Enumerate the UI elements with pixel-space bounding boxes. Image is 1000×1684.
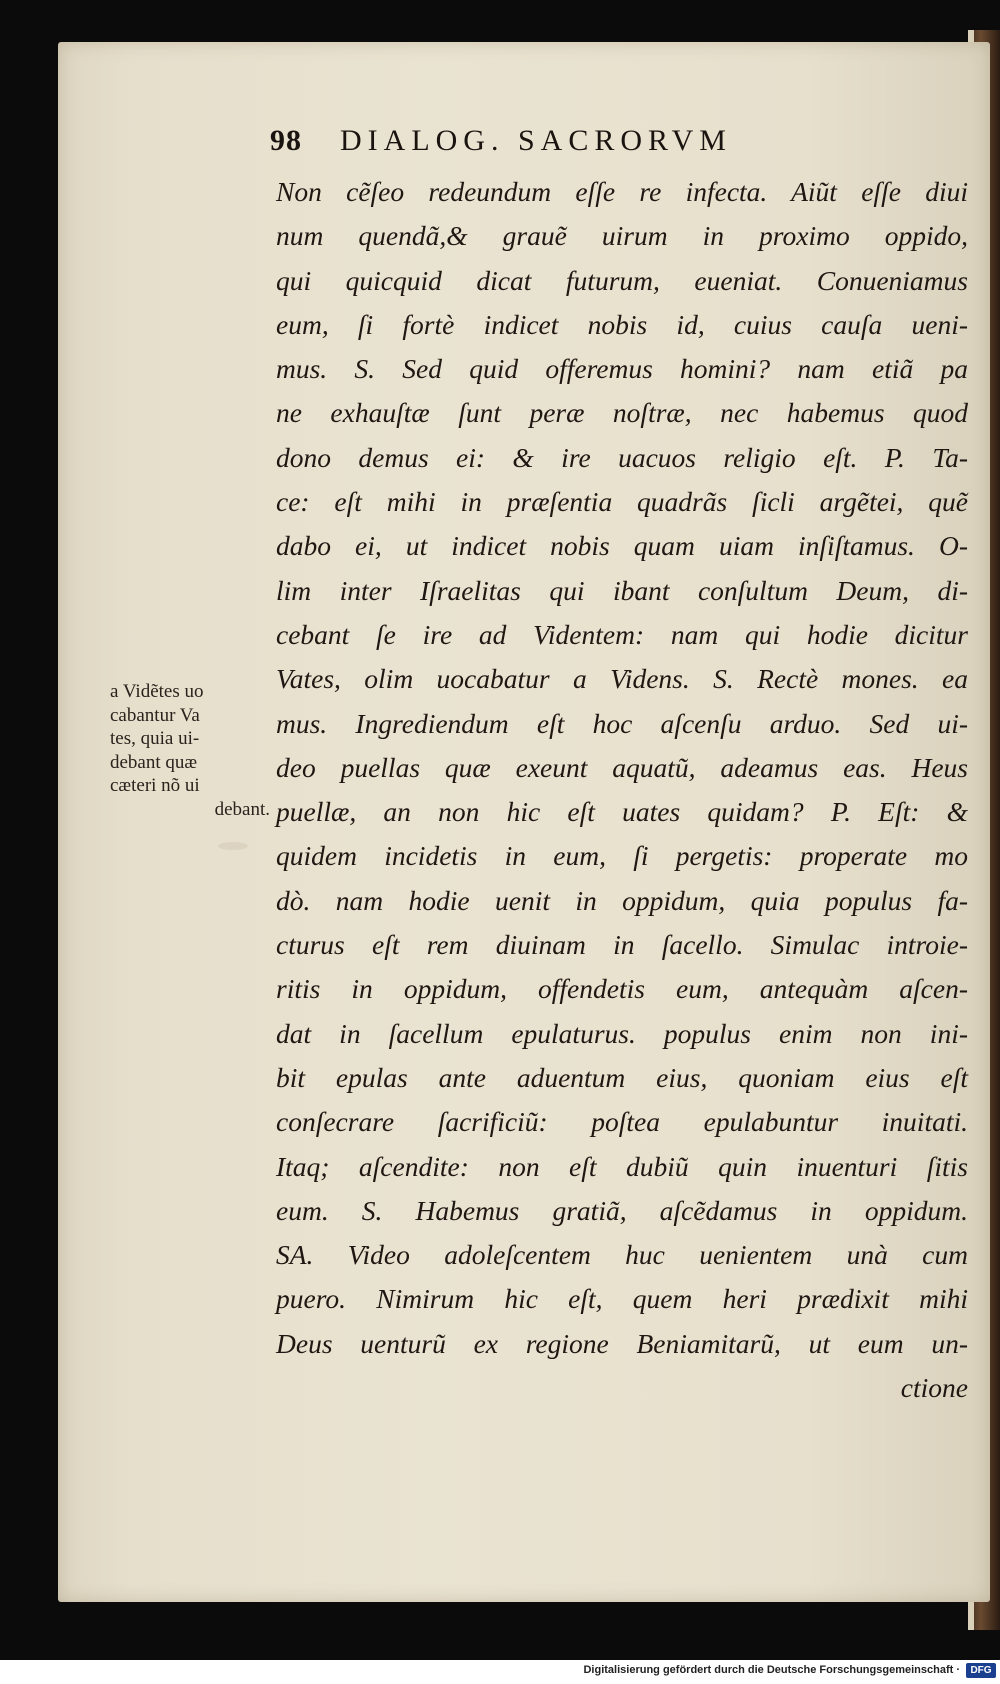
text-line: puellæ, an non hic eſt uates quidam? P. Eſt: & bbox=[276, 796, 968, 828]
paper-stain bbox=[218, 842, 248, 850]
text-line: eum, ſi fortè indicet nobis id, cuius cauſa ueni- bbox=[276, 308, 968, 340]
text-line: Itaq; aſcendite: non eſt dubiũ quin inuenturi ſitis bbox=[276, 1150, 968, 1182]
margin-note-line: tes, quia ui- bbox=[110, 728, 200, 749]
page-number: 98 bbox=[270, 124, 302, 157]
text-line: qui quicquid dicat futurum, eueniat. Conueniamus bbox=[276, 264, 968, 296]
text-line: Deus uenturũ ex regione Beniamitarũ, ut eum un- bbox=[276, 1327, 968, 1359]
text-line: Vates, olim uocabatur a Videns. S. Rectè mones. ea bbox=[276, 663, 968, 695]
margin-note-line: debant. bbox=[214, 798, 270, 820]
body-text bbox=[276, 170, 968, 1410]
dfg-logo: DFG bbox=[966, 1663, 996, 1678]
text-line: quidem incidetis in eum, ſi pergetis: properate mo bbox=[276, 840, 968, 872]
margin-note-line: cæteri nõ ui bbox=[110, 775, 200, 796]
text-line: conſecrare ſacrificiũ: poſtea epulabuntur inuitati. bbox=[276, 1106, 968, 1138]
text-line: bit epulas ante aduentum eius, quoniam eius eſt bbox=[276, 1061, 968, 1093]
page-header bbox=[270, 124, 970, 170]
text-line: num quendã,& grauẽ uirum in proximo oppido, bbox=[276, 220, 968, 252]
text-line: mus. S. Sed quid offeremus homini? nam etiã pa bbox=[276, 353, 968, 385]
margin-note-line: debant quæ bbox=[110, 751, 198, 773]
text-line: dono demus ei: & ire uacuos religio eſt. P. Ta- bbox=[276, 441, 968, 473]
text-line: ctione bbox=[900, 1372, 968, 1404]
text-line: deo puellas quæ exeunt aquatũ, adeamus eas. Heus bbox=[276, 751, 968, 783]
digitization-footer bbox=[0, 1660, 1000, 1684]
margin-note bbox=[110, 680, 270, 821]
text-line: cebant ſe ire ad Videntem: nam qui hodie dicitur bbox=[276, 618, 968, 650]
text-line: ce: eſt mihi in præſentia quadrãs ſicli argẽtei, quẽ bbox=[276, 486, 968, 518]
text-line: ritis in oppidum, offendetis eum, antequàm aſcen- bbox=[276, 973, 968, 1005]
margin-note-line: cabantur Va bbox=[110, 704, 200, 726]
margin-note-line: a Vidẽtes uo bbox=[110, 681, 204, 702]
text-line: dabo ei, ut indicet nobis quam uiam inſiſtamus. O- bbox=[276, 530, 968, 562]
text-line: cturus eſt rem diuinam in ſacello. Simulac introie- bbox=[276, 929, 968, 961]
running-head: DIALOG. SACRORVM bbox=[340, 124, 732, 157]
text-line: mus. Ingrediendum eſt hoc aſcenſu arduo. Sed ui- bbox=[276, 707, 968, 739]
text-line: SA. Video adoleſcentem huc uenientem unà cum bbox=[276, 1239, 968, 1271]
text-line: Non cẽſeo redeundum eſſe re infecta. Aiũt eſſe diui bbox=[276, 176, 968, 207]
text-line: dat in ſacellum epulaturus. populus enim non ini- bbox=[276, 1017, 968, 1049]
text-line: dò. nam hodie uenit in oppidum, quia populus fa- bbox=[276, 884, 968, 916]
text-line: puero. Nimirum hic eſt, quem heri prædixit mihi bbox=[276, 1283, 968, 1315]
text-line: eum. S. Habemus gratiã, aſcẽdamus in oppidum. bbox=[276, 1194, 968, 1226]
text-line: lim inter Iſraelitas qui ibant conſultum Deum, di- bbox=[276, 574, 968, 606]
footer-credit: Digitalisierung gefördert durch die Deutsche Forschungsgemeinschaft · bbox=[583, 1664, 960, 1676]
text-line: ne exhauſtæ ſunt peræ noſtræ, nec habemus quod bbox=[276, 397, 968, 429]
